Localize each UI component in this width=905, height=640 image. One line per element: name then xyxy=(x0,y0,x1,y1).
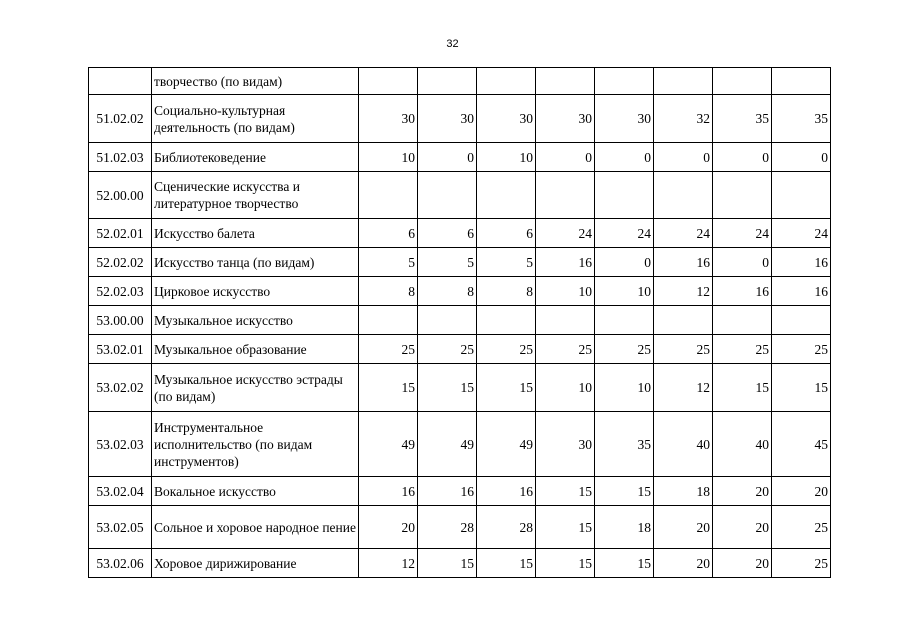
value-cell: 25 xyxy=(595,335,654,364)
value-cell: 16 xyxy=(418,477,477,506)
table-row xyxy=(89,172,831,219)
value-cell: 16 xyxy=(772,248,831,277)
value-cell: 28 xyxy=(418,506,477,549)
value-cell: 20 xyxy=(713,477,772,506)
specialty-name-cell: Искусство танца (по видам) xyxy=(152,248,359,277)
value-cell xyxy=(536,306,595,335)
table-row xyxy=(89,335,831,364)
value-cell: 40 xyxy=(713,412,772,477)
value-cell: 0 xyxy=(418,143,477,172)
value-cell xyxy=(477,172,536,219)
value-cell: 30 xyxy=(359,95,418,143)
specialty-code-cell: 53.02.05 xyxy=(89,506,152,549)
value-cell: 5 xyxy=(477,248,536,277)
table-row xyxy=(89,143,831,172)
value-cell: 15 xyxy=(418,549,477,578)
value-cell: 25 xyxy=(418,335,477,364)
value-cell: 8 xyxy=(359,277,418,306)
specialty-name-cell: Библиотековедение xyxy=(152,143,359,172)
table-row xyxy=(89,412,831,477)
value-cell: 15 xyxy=(477,364,536,412)
value-cell xyxy=(713,172,772,219)
table-row xyxy=(89,68,831,95)
specialty-code-cell: 51.02.02 xyxy=(89,95,152,143)
value-cell: 24 xyxy=(713,219,772,248)
specialty-code-cell: 53.00.00 xyxy=(89,306,152,335)
value-cell: 20 xyxy=(654,506,713,549)
value-cell: 35 xyxy=(595,412,654,477)
value-cell: 28 xyxy=(477,506,536,549)
value-cell: 20 xyxy=(713,549,772,578)
value-cell: 35 xyxy=(772,95,831,143)
value-cell: 15 xyxy=(595,477,654,506)
value-cell: 10 xyxy=(477,143,536,172)
value-cell xyxy=(536,172,595,219)
value-cell: 30 xyxy=(477,95,536,143)
table-row xyxy=(89,219,831,248)
specialty-name-cell: Хоровое дирижирование xyxy=(152,549,359,578)
value-cell: 24 xyxy=(772,219,831,248)
value-cell: 8 xyxy=(477,277,536,306)
table-row xyxy=(89,364,831,412)
value-cell: 15 xyxy=(536,549,595,578)
value-cell xyxy=(654,306,713,335)
value-cell: 5 xyxy=(418,248,477,277)
value-cell: 24 xyxy=(654,219,713,248)
value-cell: 16 xyxy=(713,277,772,306)
value-cell: 24 xyxy=(595,219,654,248)
value-cell: 0 xyxy=(713,143,772,172)
value-cell: 6 xyxy=(418,219,477,248)
value-cell xyxy=(536,68,595,95)
table-row xyxy=(89,306,831,335)
value-cell: 0 xyxy=(595,143,654,172)
table-row xyxy=(89,248,831,277)
value-cell: 15 xyxy=(536,506,595,549)
value-cell: 15 xyxy=(595,549,654,578)
specialty-code-cell: 53.02.02 xyxy=(89,364,152,412)
value-cell: 25 xyxy=(772,335,831,364)
value-cell: 20 xyxy=(654,549,713,578)
value-cell xyxy=(418,68,477,95)
value-cell: 49 xyxy=(359,412,418,477)
specialty-name-cell: Цирковое искусство xyxy=(152,277,359,306)
value-cell xyxy=(713,68,772,95)
specialty-code-cell: 53.02.01 xyxy=(89,335,152,364)
value-cell: 20 xyxy=(359,506,418,549)
value-cell: 25 xyxy=(713,335,772,364)
value-cell: 0 xyxy=(536,143,595,172)
value-cell: 30 xyxy=(536,95,595,143)
value-cell: 24 xyxy=(536,219,595,248)
specialty-name-cell: Сценические искусства и литературное творчество xyxy=(152,172,359,219)
specialty-name-cell: Инструментальное исполнительство (по видам инструментов) xyxy=(152,412,359,477)
value-cell: 16 xyxy=(772,277,831,306)
table-row xyxy=(89,506,831,549)
value-cell: 8 xyxy=(418,277,477,306)
value-cell: 45 xyxy=(772,412,831,477)
value-cell: 15 xyxy=(772,364,831,412)
value-cell: 6 xyxy=(477,219,536,248)
value-cell: 10 xyxy=(595,277,654,306)
value-cell xyxy=(772,172,831,219)
table-row xyxy=(89,477,831,506)
specialty-name-cell: Музыкальное образование xyxy=(152,335,359,364)
value-cell xyxy=(713,306,772,335)
value-cell: 10 xyxy=(536,277,595,306)
specialty-code-cell: 53.02.04 xyxy=(89,477,152,506)
value-cell xyxy=(477,68,536,95)
value-cell: 6 xyxy=(359,219,418,248)
value-cell: 16 xyxy=(654,248,713,277)
value-cell xyxy=(595,306,654,335)
value-cell: 32 xyxy=(654,95,713,143)
value-cell: 25 xyxy=(654,335,713,364)
value-cell: 25 xyxy=(477,335,536,364)
value-cell: 16 xyxy=(477,477,536,506)
value-cell xyxy=(654,68,713,95)
value-cell: 10 xyxy=(359,143,418,172)
value-cell: 18 xyxy=(654,477,713,506)
value-cell xyxy=(359,172,418,219)
value-cell: 10 xyxy=(595,364,654,412)
value-cell xyxy=(772,68,831,95)
specialty-name-cell: Сольное и хоровое народное пение xyxy=(152,506,359,549)
specialty-name-cell: Социально-культурная деятельность (по видам) xyxy=(152,95,359,143)
value-cell xyxy=(595,68,654,95)
value-cell xyxy=(418,306,477,335)
specialty-name-cell: Вокальное искусство xyxy=(152,477,359,506)
value-cell: 30 xyxy=(595,95,654,143)
value-cell: 35 xyxy=(713,95,772,143)
value-cell: 0 xyxy=(713,248,772,277)
value-cell: 12 xyxy=(359,549,418,578)
value-cell xyxy=(654,172,713,219)
value-cell: 15 xyxy=(713,364,772,412)
value-cell: 30 xyxy=(418,95,477,143)
table-body xyxy=(89,68,831,578)
value-cell: 25 xyxy=(536,335,595,364)
value-cell xyxy=(595,172,654,219)
value-cell: 5 xyxy=(359,248,418,277)
value-cell: 18 xyxy=(595,506,654,549)
specialty-name-cell: творчество (по видам) xyxy=(152,68,359,95)
specialty-code-cell xyxy=(89,68,152,95)
value-cell: 15 xyxy=(359,364,418,412)
specialty-code-cell: 51.02.03 xyxy=(89,143,152,172)
value-cell: 0 xyxy=(595,248,654,277)
table-row xyxy=(89,277,831,306)
value-cell: 12 xyxy=(654,277,713,306)
table-row xyxy=(89,95,831,143)
specialty-code-cell: 53.02.06 xyxy=(89,549,152,578)
specialty-name-cell: Музыкальное искусство xyxy=(152,306,359,335)
value-cell: 30 xyxy=(536,412,595,477)
value-cell: 25 xyxy=(359,335,418,364)
value-cell: 15 xyxy=(536,477,595,506)
value-cell xyxy=(772,306,831,335)
value-cell xyxy=(359,306,418,335)
value-cell: 25 xyxy=(772,506,831,549)
specialties-table xyxy=(88,67,831,578)
value-cell: 15 xyxy=(418,364,477,412)
specialty-code-cell: 52.00.00 xyxy=(89,172,152,219)
value-cell: 0 xyxy=(654,143,713,172)
table-row xyxy=(89,549,831,578)
value-cell: 16 xyxy=(536,248,595,277)
value-cell xyxy=(359,68,418,95)
value-cell: 20 xyxy=(772,477,831,506)
value-cell: 10 xyxy=(536,364,595,412)
value-cell: 40 xyxy=(654,412,713,477)
specialty-name-cell: Музыкальное искусство эстрады (по видам) xyxy=(152,364,359,412)
value-cell: 16 xyxy=(359,477,418,506)
value-cell xyxy=(477,306,536,335)
value-cell: 49 xyxy=(418,412,477,477)
specialty-code-cell: 52.02.02 xyxy=(89,248,152,277)
value-cell: 0 xyxy=(772,143,831,172)
specialty-name-cell: Искусство балета xyxy=(152,219,359,248)
value-cell xyxy=(418,172,477,219)
specialty-code-cell: 52.02.03 xyxy=(89,277,152,306)
value-cell: 12 xyxy=(654,364,713,412)
specialty-code-cell: 52.02.01 xyxy=(89,219,152,248)
value-cell: 25 xyxy=(772,549,831,578)
specialty-code-cell: 53.02.03 xyxy=(89,412,152,477)
value-cell: 15 xyxy=(477,549,536,578)
page-number: 32 xyxy=(446,38,459,50)
value-cell: 49 xyxy=(477,412,536,477)
value-cell: 20 xyxy=(713,506,772,549)
